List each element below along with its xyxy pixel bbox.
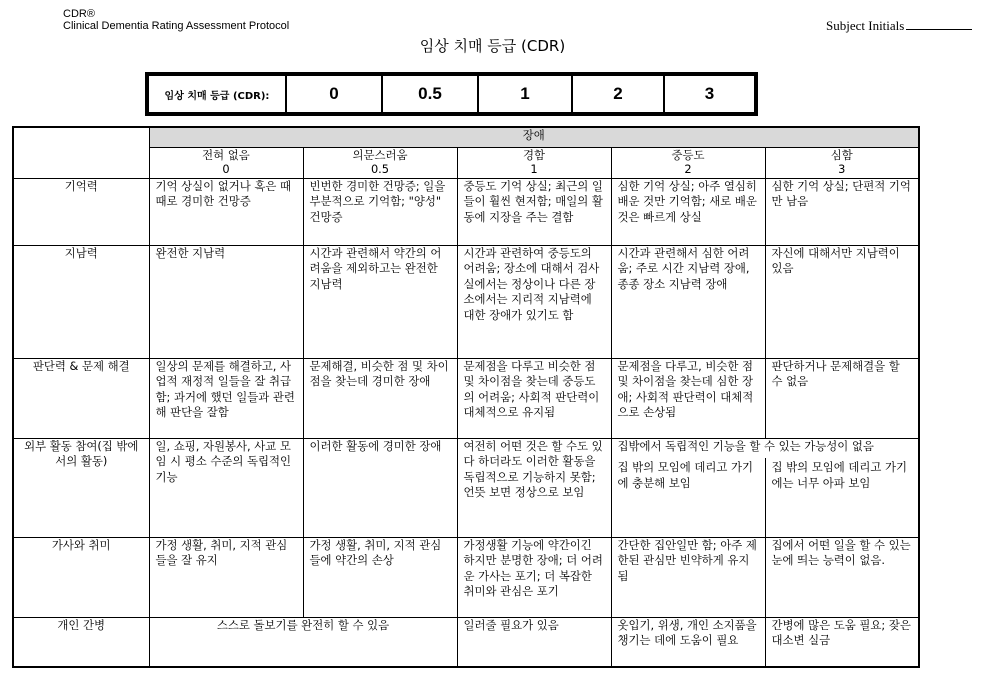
level-header-3 <box>765 147 919 178</box>
cell-memory-0[interactable]: 기억 상실이 없거나 혹은 때때로 경미한 건망증 <box>149 178 303 245</box>
row-label-orientation: 지남력 <box>13 245 149 358</box>
subject-initials-field[interactable] <box>906 17 972 30</box>
cell-orientation-0-5[interactable]: 시간과 관련해서 약간의 어려움을 제외하고는 완전한 지남력 <box>303 245 457 358</box>
cell-orientation-0[interactable]: 완전한 지남력 <box>149 245 303 358</box>
cell-memory-3[interactable]: 심한 기억 상실; 단편적 기억만 남음 <box>765 178 919 245</box>
cell-orientation-2[interactable]: 시간과 관련해서 심한 어려움; 주로 시간 지남력 장애, 종종 장소 지남력 장애 <box>611 245 765 358</box>
level-score: 0.5 <box>370 161 390 176</box>
cdr-rating-table <box>12 126 920 668</box>
document-header <box>63 8 289 32</box>
cdr-score-option-2[interactable]: 2 <box>573 76 665 112</box>
level-score: 1 <box>530 161 538 176</box>
cell-care-1[interactable]: 일러줄 필요가 있음 <box>457 617 611 667</box>
cell-judgment-3[interactable]: 판단하거나 문제해결을 할 수 없음 <box>765 358 919 438</box>
table-row-care <box>13 617 919 667</box>
cell-memory-1[interactable]: 중등도 기억 상실; 최근의 일들이 훨씬 현저함; 매일의 활동에 지장을 주는 결함 <box>457 178 611 245</box>
table-row-memory <box>13 178 919 245</box>
cdr-score-option-3[interactable]: 3 <box>704 84 715 103</box>
table-row-orientation <box>13 245 919 358</box>
table-row-community <box>13 438 919 458</box>
level-header-0-5 <box>303 147 457 178</box>
level-score: 2 <box>684 161 692 176</box>
cell-care-3[interactable]: 간병에 많은 도움 필요; 잦은 대소변 실금 <box>765 617 919 667</box>
cell-home-3[interactable]: 집에서 어떤 일을 할 수 있는 눈에 띄는 능력이 없음. <box>765 537 919 617</box>
cdr-score-option-0-5[interactable]: 0.5 <box>383 76 479 112</box>
level-header-2 <box>611 147 765 178</box>
row-label-memory: 기억력 <box>13 178 149 245</box>
subject-initials <box>826 17 972 34</box>
cell-care-0-0-5[interactable]: 스스로 돌보기를 완전히 할 수 있음 <box>149 617 457 667</box>
cell-community-2[interactable]: 집 밖의 모임에 데리고 가기에 충분해 보임 <box>611 458 765 537</box>
cell-memory-0-5[interactable]: 빈번한 경미한 건망증; 일을 부분적으로 기억함; "양성" 건망증 <box>303 178 457 245</box>
cell-home-1[interactable]: 가정생활 기능에 약간이긴 하지만 분명한 장애; 더 어려운 가사는 포기; 더 복잡한 취미와 관심은 포기 <box>457 537 611 617</box>
cell-home-0-5[interactable]: 가정 생활, 취미, 지적 관심들에 약간의 손상 <box>303 537 457 617</box>
level-name: 중등도 <box>671 147 705 162</box>
protocol-title: Clinical Dementia Rating Assessment Protocol <box>63 20 290 32</box>
row-label-care: 개인 간병 <box>13 617 149 667</box>
level-name: 경함 <box>522 147 545 162</box>
cdr-score-option-0[interactable]: 0 <box>287 76 383 112</box>
cell-home-2[interactable]: 간단한 집안일만 함; 아주 제한된 관심만 빈약하게 유지됨 <box>611 537 765 617</box>
corner-cell <box>13 127 149 178</box>
cell-community-1[interactable]: 여전히 어떤 것은 할 수도 있다 하더라도 이러한 활동을 독립적으로 기능하지 못함; 언뜻 보면 정상으로 보임 <box>457 438 611 537</box>
cell-judgment-0-5[interactable]: 문제해결, 비슷한 점 및 차이점을 찾는데 경미한 장애 <box>303 358 457 438</box>
brand-text: CDR® <box>63 8 95 20</box>
level-score: 3 <box>838 161 846 176</box>
cell-community-0-5[interactable]: 이러한 활동에 경미한 장애 <box>303 438 457 537</box>
cell-community-2-3-shared[interactable]: 집밖에서 독립적인 기능을 할 수 있는 가능성이 없음 <box>611 438 919 458</box>
cell-orientation-1[interactable]: 시간과 관련하여 중등도의 어려움; 장소에 대해서 검사실에서는 정상이나 다른 장소에서는 지리적 지남력에 대한 장애가 있기도 함 <box>457 245 611 358</box>
level-name: 의문스러움 <box>352 147 408 162</box>
cdr-score-option-1[interactable]: 1 <box>479 76 573 112</box>
cell-community-0[interactable]: 일, 쇼핑, 자원봉사, 사교 모임 시 평소 수준의 독립적인 기능 <box>149 438 303 537</box>
row-label-community: 외부 활동 참여(집 밖에서의 활동) <box>13 438 149 537</box>
page-title: 임상 치매 등급 (CDR) <box>419 37 566 55</box>
level-name: 심함 <box>830 147 853 162</box>
cell-memory-2[interactable]: 심한 기억 상실; 아주 열심히 배운 것만 기억함; 새로 배운 것은 빠르게 상실 <box>611 178 765 245</box>
cdr-score-bar <box>145 72 758 116</box>
cell-judgment-1[interactable]: 문제점을 다루고 비슷한 점 및 차이점을 찾는데 중등도의 어려움; 사회적 판단력이 대체적으로 유지됨 <box>457 358 611 438</box>
impairment-header: 장애 <box>149 127 919 147</box>
cell-home-0[interactable]: 가정 생활, 취미, 지적 관심들을 잘 유지 <box>149 537 303 617</box>
level-header-0 <box>149 147 303 178</box>
subject-initials-label: Subject Initials <box>826 18 905 33</box>
level-name: 전혀 없음 <box>202 147 250 162</box>
cell-judgment-2[interactable]: 문제점을 다루고, 비슷한 점 및 차이점을 찾는데 심한 장애; 사회적 판단력이 대체적으로 손상됨 <box>611 358 765 438</box>
level-score: 0 <box>222 161 230 176</box>
row-label-home: 가사와 취미 <box>13 537 149 617</box>
cell-care-2[interactable]: 옷입기, 위생, 개인 소지품을 챙기는 데에 도움이 필요 <box>611 617 765 667</box>
level-header-1 <box>457 147 611 178</box>
cell-judgment-0[interactable]: 일상의 문제를 해결하고, 사업적 재정적 일들을 잘 취급함; 과거에 했던 일들과 관련해 판단을 잘함 <box>149 358 303 438</box>
row-label-judgment: 판단력 & 문제 해결 <box>13 358 149 438</box>
cell-community-3[interactable]: 집 밖의 모임에 데리고 가기에는 너무 아파 보임 <box>765 458 919 537</box>
table-row-judgment <box>13 358 919 438</box>
cell-orientation-3[interactable]: 자신에 대해서만 지남력이 있음 <box>765 245 919 358</box>
cdr-score-label: 임상 치매 등급 (CDR): <box>149 76 287 112</box>
table-row-home <box>13 537 919 617</box>
